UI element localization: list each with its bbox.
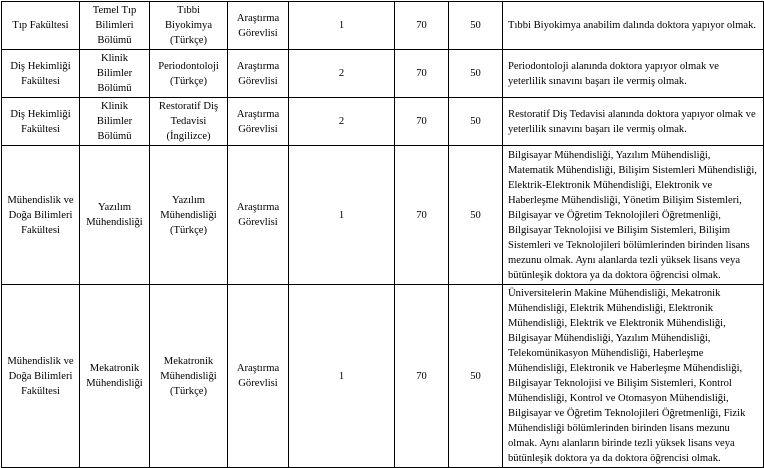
table-row (2, 98, 764, 146)
faculty-cell: Diş Hekimliği Fakültesi (2, 50, 80, 98)
ales-cell: 70 (395, 50, 449, 98)
program-cell: Yazılım Mühendisliği (Türkçe) (150, 146, 228, 285)
program-cell: Mekatronik Mühendisliği (Türkçe) (150, 285, 228, 468)
program-cell: Periodontoloji (Türkçe) (150, 50, 228, 98)
faculty-cell: Diş Hekimliği Fakültesi (2, 98, 80, 146)
ales-cell: 70 (395, 146, 449, 285)
position-cell: Araştırma Görevlisi (228, 98, 289, 146)
department-cell: Klinik Bilimler Bölümü (80, 50, 150, 98)
faculty-cell: Mühendislik ve Doğa Bilimleri Fakültesi (2, 285, 80, 468)
department-cell: Klinik Bilimler Bölümü (80, 98, 150, 146)
requirement-cell: Bilgisayar Mühendisliği, Yazılım Mühendisliği, Matematik Mühendisliği, Bilişim Sistemleri Mühendisliği, Elektrik-Elektronik Mühendisliği, Elektronik ve Haberleşme Mühendisliği, Yönetim Bilişim Sistemleri, Bilgisayar ve Öğretim Teknolojileri Öğretmenliği, Bilgisayar Teknolojisi ve Bilişim Sistemleri, Bilişim Sistemleri ve Teknolojileri bölümlerinden birinden lisans mezunu olmak. Aynı alanlarda tezli yüksek lisans veya bütünleşik doktora ya da doktora öğrencisi olmak. (503, 146, 764, 285)
language-score-cell: 50 (449, 285, 503, 468)
table-row (2, 285, 764, 468)
count-cell: 2 (289, 98, 395, 146)
count-cell: 1 (289, 146, 395, 285)
ales-cell: 70 (395, 2, 449, 50)
department-cell: Mekatronik Mühendisliği (80, 285, 150, 468)
position-cell: Araştırma Görevlisi (228, 285, 289, 468)
requirement-cell: Üniversitelerin Makine Mühendisliği, Mekatronik Mühendisliği, Elektrik Mühendisliği, Elektronik Mühendisliği, Elektrik ve Elektronik Mühendisliği, Bilgisayar Mühendisliği, Yazılım Mühendisliği, Telekomünikasyon Mühendisliği, Haberleşme Mühendisliği, Elektronik ve Haberleşme Mühendisliği, Bilgisayar Teknolojisi ve Bilişim Sistemleri, Kontrol Mühendisliği, Kontrol ve Otomasyon Mühendisliği, Bilgisayar ve Öğretim Teknolojileri Öğretmenliği, Fizik Mühendisliği bölümlerinden birinden lisans mezunu olmak. Aynı alanların birinde tezli yüksek lisans veya bütünleşik doktora ya da doktora öğrencisi olmak. (503, 285, 764, 468)
positions-table (1, 1, 764, 468)
requirement-cell: Restoratif Diş Tedavisi alanında doktora yapıyor olmak ve yeterlilik sınavını başarı ile vermiş olmak. (503, 98, 764, 146)
requirement-cell: Tıbbi Biyokimya anabilim dalında doktora yapıyor olmak. (503, 2, 764, 50)
table-row (2, 2, 764, 50)
requirement-cell: Periodontoloji alanında doktora yapıyor olmak ve yeterlilik sınavını başarı ile vermiş olmak. (503, 50, 764, 98)
faculty-cell: Mühendislik ve Doğa Bilimleri Fakültesi (2, 146, 80, 285)
faculty-cell: Tıp Fakültesi (2, 2, 80, 50)
position-cell: Araştırma Görevlisi (228, 2, 289, 50)
department-cell: Temel Tıp Bilimleri Bölümü (80, 2, 150, 50)
ales-cell: 70 (395, 98, 449, 146)
language-score-cell: 50 (449, 146, 503, 285)
program-cell: Tıbbi Biyokimya (Türkçe) (150, 2, 228, 50)
position-cell: Araştırma Görevlisi (228, 146, 289, 285)
department-cell: Yazılım Mühendisliği (80, 146, 150, 285)
position-cell: Araştırma Görevlisi (228, 50, 289, 98)
table-row (2, 50, 764, 98)
count-cell: 1 (289, 2, 395, 50)
language-score-cell: 50 (449, 50, 503, 98)
count-cell: 1 (289, 285, 395, 468)
language-score-cell: 50 (449, 98, 503, 146)
program-cell: Restoratif Diş Tedavisi (İngilizce) (150, 98, 228, 146)
language-score-cell: 50 (449, 2, 503, 50)
table-row (2, 146, 764, 285)
ales-cell: 70 (395, 285, 449, 468)
count-cell: 2 (289, 50, 395, 98)
